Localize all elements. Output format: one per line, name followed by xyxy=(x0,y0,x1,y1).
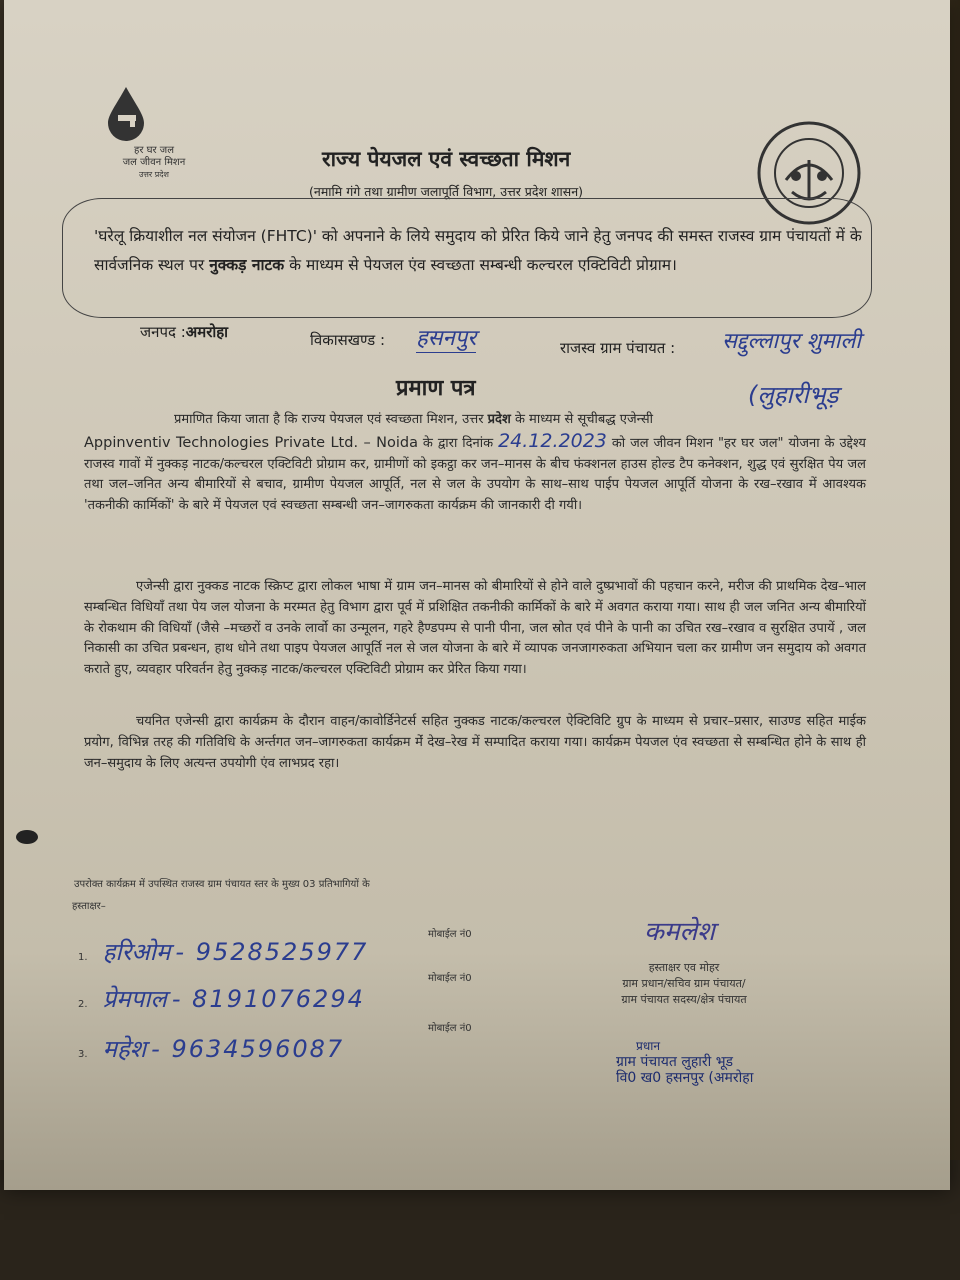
block-value: हसनपुर xyxy=(416,322,476,353)
para1-bold: प्रदेश xyxy=(487,412,511,427)
participants-intro-2: हस्ताक्षर– xyxy=(72,901,106,912)
paragraph-3 xyxy=(84,712,866,774)
stamp-line-3: वि0 ख0 हसनपुर (अमरोहा xyxy=(616,1070,754,1086)
participant-name: महेश xyxy=(102,1035,147,1063)
para1-part-b: के माध्यम से सूचीबद्ध एजेन्सी xyxy=(514,412,653,427)
signature-scrawl: कमलेश xyxy=(644,917,715,947)
banner-text xyxy=(94,222,864,280)
mobile-label-1: मोबाईल नं0 xyxy=(428,929,472,940)
para1-part-d: को जल जीवन मिशन "हर घर जल" योजना के उद्देश्य राजस्व गावों में नुक्कड़ नाटक/कल्चरल एक्टिविटी प्रोग्राम कर, ग्रामीणों को इकट्ठा कर जन–मानस के बीच फंक्शनल हाउस होल्ड टैप कनेक्शन, शुद्ध एवं सुरक्षित पेय जल तथा जल–जनित अन्य बीमारियों से बचाव, ग्रामीण पेयजल आपूर्ति, नल से जल के उपयोग के साथ–साथ पाईप पेयजल आपूर्ति योजना के रख–रखाव में आवश्यक 'तकनीकी कार्मिकों' के बारे में पेयजल एवं स्वच्छता सम्बन्धी जन–जागरुकता कार्यक्रम की जानकारी दी गयी। xyxy=(84,435,866,514)
participants-intro: उपरोक्त कार्यक्रम में उपस्थित राजस्व ग्राम पंचायत स्तर के मुख्य 03 प्रतिभागियों के xyxy=(74,879,370,890)
har-ghar-jal-logo xyxy=(104,85,204,181)
document-title: राज्य पेयजल एवं स्वच्छता मिशन xyxy=(322,147,571,171)
stamp-line-2: ग्राम पंचायत लुहारी भूड xyxy=(616,1054,734,1070)
paragraph-2 xyxy=(84,577,866,681)
participant-number: 3. xyxy=(78,1049,88,1060)
district-field xyxy=(140,322,228,342)
logo-line-3: उत्तर प्रदेश xyxy=(139,170,169,179)
signature-line-1: हस्ताक्षर एव मोहर xyxy=(648,961,720,974)
panchayat-label: राजस्व ग्राम पंचायत : xyxy=(560,339,676,357)
para2-text: एजेन्सी द्वारा नुक्कड नाटक स्क्रिप्ट द्वारा लोकल भाषा में ग्राम जन–मानस को बीमारियों से होने वाले दुष्प्रभावों की पहचान करने, मरीज की प्राथमिक देख–भाल सम्बन्धित विधियाँ तथा पेय जल योजना के मरम्मत हेतु विभाग द्वारा पूर्व में प्रशिक्षित तकनीकी कार्मिकों के बारे में अवगत कराया गया। साथ ही जल जनित अन्य बीमारियों के रोकथाम की विधियाँ (जैसे –मच्छरों व उनके लार्वो का उन्मूलन, गहरे हैण्डपम्प से पानी पीना, जल स्रोत एवं पीने के पानी का उचित रख–रखाव व सुरक्षित उपायें , जल निकासी का उचित प्रबन्धन, हाथ धोने तथा पाइप पेयजल आपूर्ति नल से जल योजना के बारे में व्यापक जनजागरुकता अभियान चला कर ग्रामीण जन समुदाय को अवगत कराते हुए, व्यवहार परिवर्तन हेतु नुक्कड़ नाटक/कल्चरल एक्टिविटी प्रोग्राम कर प्रेरित किया गया। xyxy=(84,579,866,678)
participant-name: हरिओम xyxy=(102,938,171,966)
stamp-line-1: प्रधान xyxy=(636,1039,660,1053)
water-drop-icon xyxy=(104,85,148,141)
para1-part-c: के द्वारा दिनांक xyxy=(422,435,494,451)
certificate-title: प्रमाण पत्र xyxy=(396,376,476,401)
paragraph-1 xyxy=(84,410,866,517)
para1-part-a: प्रमाणित किया जाता है कि राज्य पेयजल एवं स्वच्छता मिशन, उत्तर xyxy=(174,412,484,427)
participant-phone: - 9634596087 xyxy=(151,1035,345,1063)
pradhan-stamp xyxy=(616,1038,753,1086)
mobile-label-3: मोबाईल नं0 xyxy=(428,1023,472,1034)
insect-mark xyxy=(16,830,38,844)
participant-row xyxy=(78,982,365,1015)
document-subtitle: (नमामि गंगे तथा ग्रामीण जलापूर्ति विभाग, उत्तर प्रदेश शासन) xyxy=(309,184,584,199)
signature-line-2: ग्राम प्रधान/सचिव ग्राम पंचायत/ xyxy=(622,977,746,990)
participant-number: 2. xyxy=(78,999,88,1010)
signature-block xyxy=(574,960,794,1008)
banner-text-part2: के माध्यम से पेयजल एंव स्वच्छता सम्बन्धी कल्चरल एक्टिविटी प्रोग्राम। xyxy=(289,256,677,274)
banner-text-part1: 'घरेलू क्रियाशील नल संयोजन (FHTC)' को अपनाने के लिये समुदाय को प्रेरित किये जाने हेतु जनपद की समस्त राजस्व ग्राम पंचायतों में के सार्वजनिक स्थल पर xyxy=(94,227,862,274)
logo-line-1: हर घर जल xyxy=(134,145,174,156)
block-label: विकासखण्ड : xyxy=(310,331,386,349)
certificate-paper xyxy=(4,0,950,1190)
panchayat-value: सद्दुल्लापुर शुमाली xyxy=(722,329,861,354)
mobile-label-2: मोबाईल नं0 xyxy=(428,973,472,984)
para3-text: चयनित एजेन्सी द्वारा कार्यक्रम के दौरान वाहन/कावोर्डिनेटर्स सहित नुक्कड नाटक/कल्चरल ऐक्टिविटि ग्रुप के माध्यम से प्रचार–प्रसार, साउण्ड सहित माईक प्रयोग, विभिन्न तरह की गतिविधि के अर्न्तगत जन–जागरुकता कार्यक्रम मेंं देख–रेख में सम्पादित कराया गया। कार्यक्रम पेयजल एंव स्वच्छता से सम्बन्धित होने के साथ ही जन–समुदाय के लिए अत्यन्त उपयोगी एंव लाभप्रद रहा। xyxy=(84,714,866,771)
agency-name: Appinventiv Technologies Private Ltd. – Noida xyxy=(84,434,418,451)
participant-name: प्रेमपाल xyxy=(102,985,167,1013)
panchayat-value-2: (लुहारीभूड़ xyxy=(748,381,839,409)
signature-line-3: ग्राम पंचायत सदस्य/क्षेत्र पंचायत xyxy=(621,993,747,1006)
participant-phone: - 8191076294 xyxy=(171,985,365,1013)
participant-row xyxy=(78,1032,344,1065)
banner-bold: नुक्कड़ नाटक xyxy=(209,256,285,274)
district-label: जनपद : xyxy=(140,323,186,341)
district-value: अमरोहा xyxy=(185,323,229,341)
participant-number: 1. xyxy=(78,952,88,963)
participant-phone: - 9528525977 xyxy=(175,938,369,966)
logo-line-2: जल जीवन मिशन xyxy=(122,157,186,168)
program-date: 24.12.2023 xyxy=(498,429,607,452)
participant-row xyxy=(78,935,368,968)
